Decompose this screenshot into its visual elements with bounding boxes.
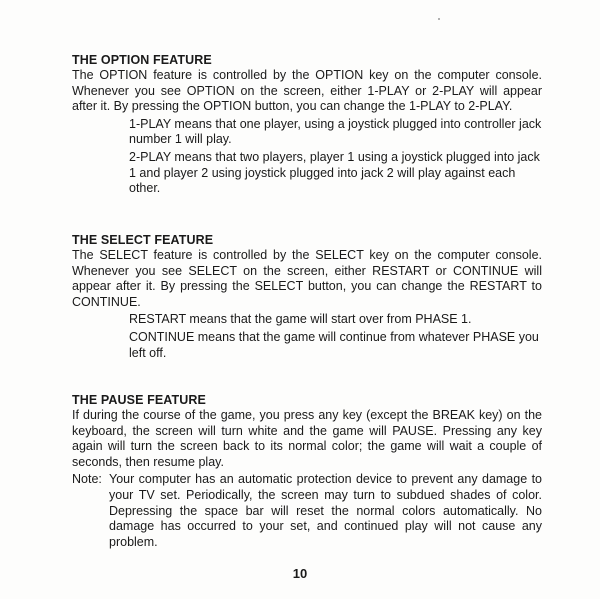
page-number: 10	[292, 566, 308, 581]
pause-note	[72, 472, 542, 550]
paper-speck	[438, 18, 440, 20]
select-item-restart: RESTART means that the game will start over from PHASE 1.	[129, 312, 472, 327]
option-feature-section	[72, 52, 542, 197]
option-item-1play: 1-PLAY means that one player, using a joystick plugged into controller jack number 1 will play.	[129, 116, 542, 147]
pause-feature-body: If during the course of the game, you press any key (except the BREAK key) on the keyboard, the screen will turn white and the game will PAUSE. Pressing any key again will turn the screen back to its normal color; the game will wait a couple of seconds, then resume play.	[72, 408, 542, 469]
note-text: Your computer has an automatic protection device to prevent any damage to your TV set. Periodically, the screen may turn to subdued shades of color. Depressing the space bar will reset the normal colors automatically. No damage has occurred to your set, and continued play will not cause any problem.	[109, 472, 542, 549]
select-item-continue: CONTINUE means that the game will continue from whatever PHASE you left off.	[129, 329, 539, 360]
pause-feature-section	[72, 392, 542, 550]
note-label: Note:	[72, 472, 102, 487]
select-feature-heading: THE SELECT FEATURE	[72, 233, 214, 247]
select-feature-body: The SELECT feature is controlled by the SELECT key on the computer console. Whenever you see SELECT on the screen, either RESTART or CONTINUE will appear after it. By pressing the SELECT button, you can change the RESTART to CONTINUE.	[72, 248, 542, 309]
option-feature-body: The OPTION feature is controlled by the OPTION key on the computer console. Whenever you see OPTION on the screen, either 1-PLAY or 2-PLAY will appear after it. By pressing the OPTION button, you can change the 1-PLAY to 2-PLAY.	[72, 68, 542, 114]
pause-feature-heading: THE PAUSE FEATURE	[72, 393, 206, 407]
option-feature-heading: THE OPTION FEATURE	[72, 53, 212, 67]
select-feature-section	[72, 232, 542, 361]
option-item-2play: 2-PLAY means that two players, player 1 using a joystick plugged into jack 1 and player 2 using joystick plugged into jack 2 will play against each other.	[129, 149, 540, 196]
